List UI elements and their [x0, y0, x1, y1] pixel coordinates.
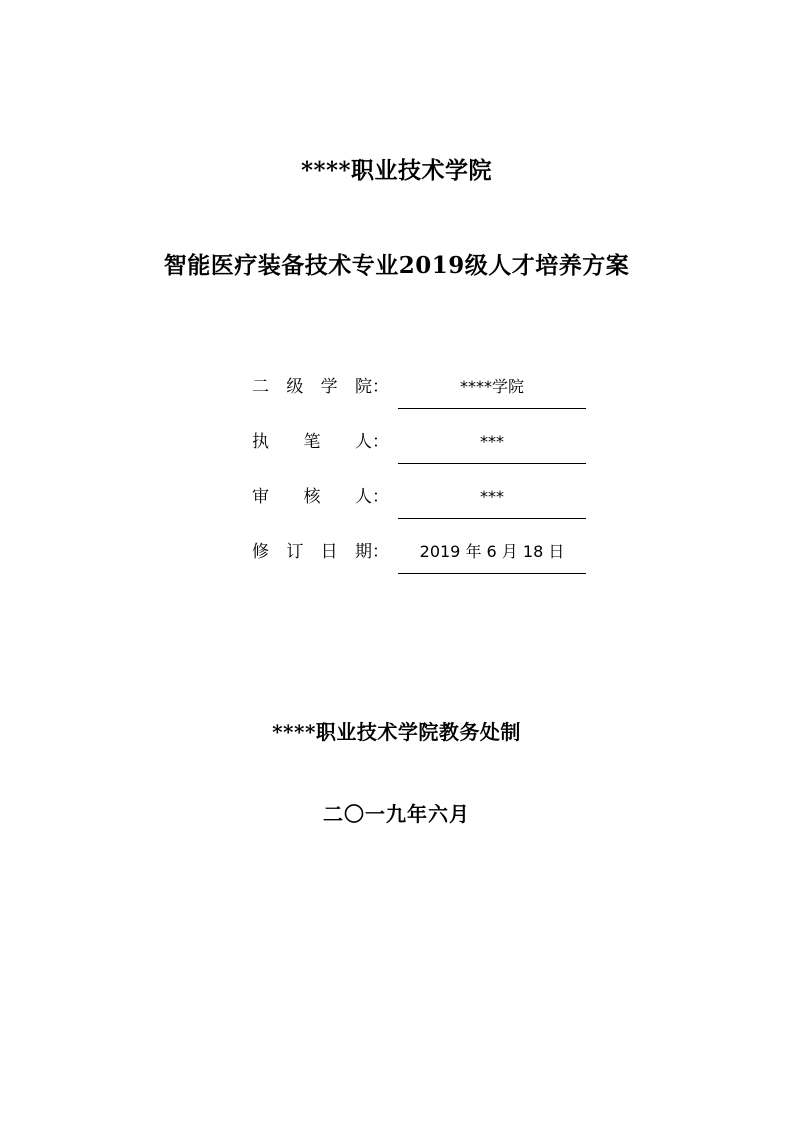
underline [398, 518, 586, 519]
label-char: 订 [286, 542, 304, 562]
info-label [252, 431, 372, 453]
info-row-reviewer [0, 486, 793, 526]
label-char: 期 [354, 542, 372, 562]
info-label [252, 541, 372, 563]
label-char: 核 [303, 487, 321, 507]
label-char: 审 [252, 487, 269, 507]
label-char: 执 [252, 432, 269, 452]
underline [398, 408, 586, 409]
label-char: 人 [355, 432, 372, 452]
info-colon: ： [372, 432, 389, 452]
underline [398, 463, 586, 464]
label-char: 级 [286, 377, 304, 397]
label-char: 二 [252, 377, 269, 397]
info-row-author [0, 431, 793, 471]
underline [398, 573, 586, 574]
info-label [252, 376, 372, 398]
info-row-college [0, 376, 793, 416]
label-char: 学 [320, 377, 338, 397]
institution-title: ****职业技术学院 [300, 157, 493, 184]
issue-date: 二〇一九年六月 [323, 802, 470, 826]
issuer-line: ****职业技术学院教务处制 [272, 720, 521, 744]
plan-title: 智能医疗装备技术专业2019级人才培养方案 [163, 252, 630, 279]
label-char: 日 [320, 542, 338, 562]
info-colon: ： [372, 377, 389, 397]
label-char: 人 [355, 487, 372, 507]
info-label [252, 486, 372, 508]
info-row-revision-date [0, 541, 793, 581]
label-char: 笔 [303, 432, 321, 452]
label-char: 院 [354, 377, 372, 397]
revision-date-value: 2019 年 6 月 18 日 [419, 542, 565, 561]
info-colon: ： [372, 487, 389, 507]
reviewer-value: *** [480, 487, 504, 506]
info-colon: ： [372, 542, 389, 562]
label-char: 修 [252, 542, 269, 562]
author-value: *** [480, 432, 504, 451]
college-value: ****学院 [459, 377, 524, 396]
